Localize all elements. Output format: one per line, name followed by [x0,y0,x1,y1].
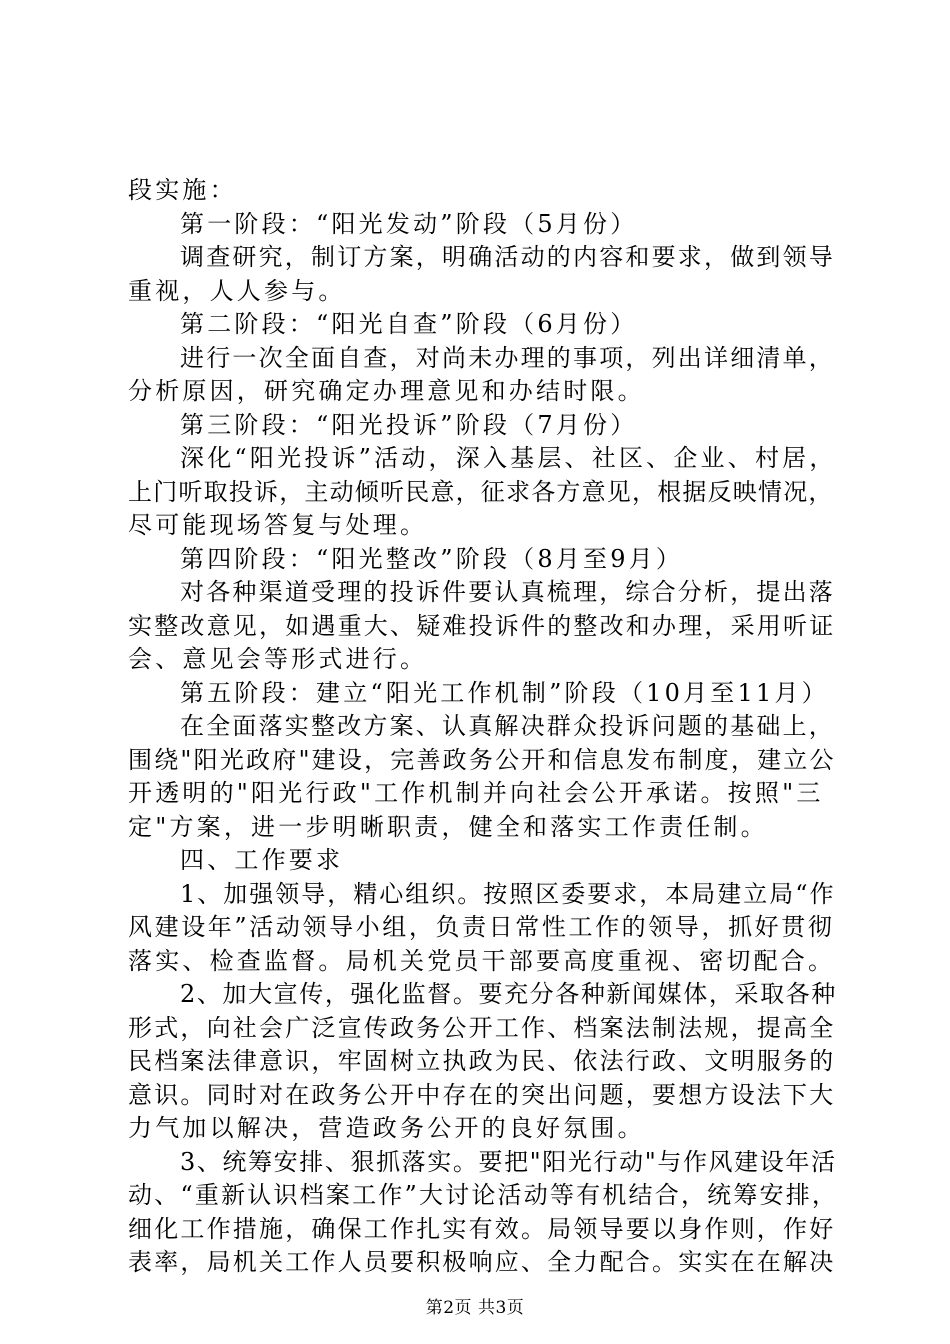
text-line: 落实、检查监督。局机关党员干部要高度重视、密切配合。 [128,946,836,975]
text-line: 深化“阳光投诉”活动，深入基层、社区、企业、村居， [180,444,837,472]
text-line: 在全面落实整改方案、认真解决群众投诉问题的基础上， [180,712,835,740]
text-line: 对各种渠道受理的投诉件要认真梳理，综合分析，提出落 [180,578,835,606]
text-line: 重视，人人参与。 [128,276,346,305]
text-line: 上门听取投诉，主动倾听民意，征求各方意见，根据反映情况， [128,477,834,506]
text-line: 民档案法律意识，牢固树立执政为民、依法行政、文明服务的 [128,1047,836,1075]
text-line: 开透明的"阳光行政"工作机制并向社会公开承诺。按照"三 [128,779,824,807]
text-line: 第四阶段：“阳光整改”阶段（8月至9月） [180,544,684,573]
text-line: 定"方案，进一步明晰职责，健全和落实工作责任制。 [128,812,768,841]
text-line: 第一阶段：“阳光发动”阶段（5月份） [180,209,638,238]
text-line: 四、工作要求 [180,846,344,874]
text-line: 会、意见会等形式进行。 [128,645,428,673]
text-line: 细化工作措施，确保工作扎实有效。局领导要以身作则，作好 [128,1214,836,1243]
text-line: 意识。同时对在政务公开中存在的突出问题，要想方设法下大 [128,1080,836,1109]
text-line: 段实施： [128,176,237,204]
text-line: 3、统筹安排、狠抓落实。要把"阳光行动"与作风建设年活 [180,1147,837,1176]
text-line: 2、加大宣传，强化监督。要充分各种新闻媒体，采取各种 [180,980,837,1008]
text-line: 尽可能现场答复与处理。 [128,511,428,539]
text-line: 形式，向社会广泛宣传政务公开工作、档案法制法规，提高全 [128,1013,836,1042]
text-line: 表率，局机关工作人员要积极响应、全力配合。实实在在解决 [128,1248,836,1276]
text-line: 1、加强领导，精心组织。按照区委要求，本局建立局“作 [180,879,836,908]
text-line: 进行一次全面自查，对尚未办理的事项，列出详细清单， [180,343,835,372]
text-line: 实整改意见，如遇重大、疑难投诉件的整改和办理，采用听证 [128,611,836,640]
text-line: 风建设年”活动领导小组，负责日常性工作的领导，抓好贯彻 [128,913,835,941]
document-body [128,174,838,1280]
text-line: 分析原因，研究确定办理意见和办结时限。 [128,377,645,405]
text-line: 力气加以解决，营造政务公开的良好氛围。 [128,1114,645,1142]
text-line: 第五阶段：建立“阳光工作机制”阶段（10月至11月） [180,678,829,707]
text-line: 围绕"阳光政府"建设，完善政务公开和信息发布制度，建立公 [128,745,836,774]
text-line: 动、“重新认识档案工作”大讨论活动等有机结合，统筹安排， [128,1181,839,1209]
text-line: 第二阶段：“阳光自查”阶段（6月份） [180,310,638,338]
page-number-footer: 第2页 共3页 [425,1298,525,1318]
text-line: 第三阶段：“阳光投诉”阶段（7月份） [180,410,638,439]
text-line: 调查研究，制订方案，明确活动的内容和要求，做到领导 [180,243,835,271]
